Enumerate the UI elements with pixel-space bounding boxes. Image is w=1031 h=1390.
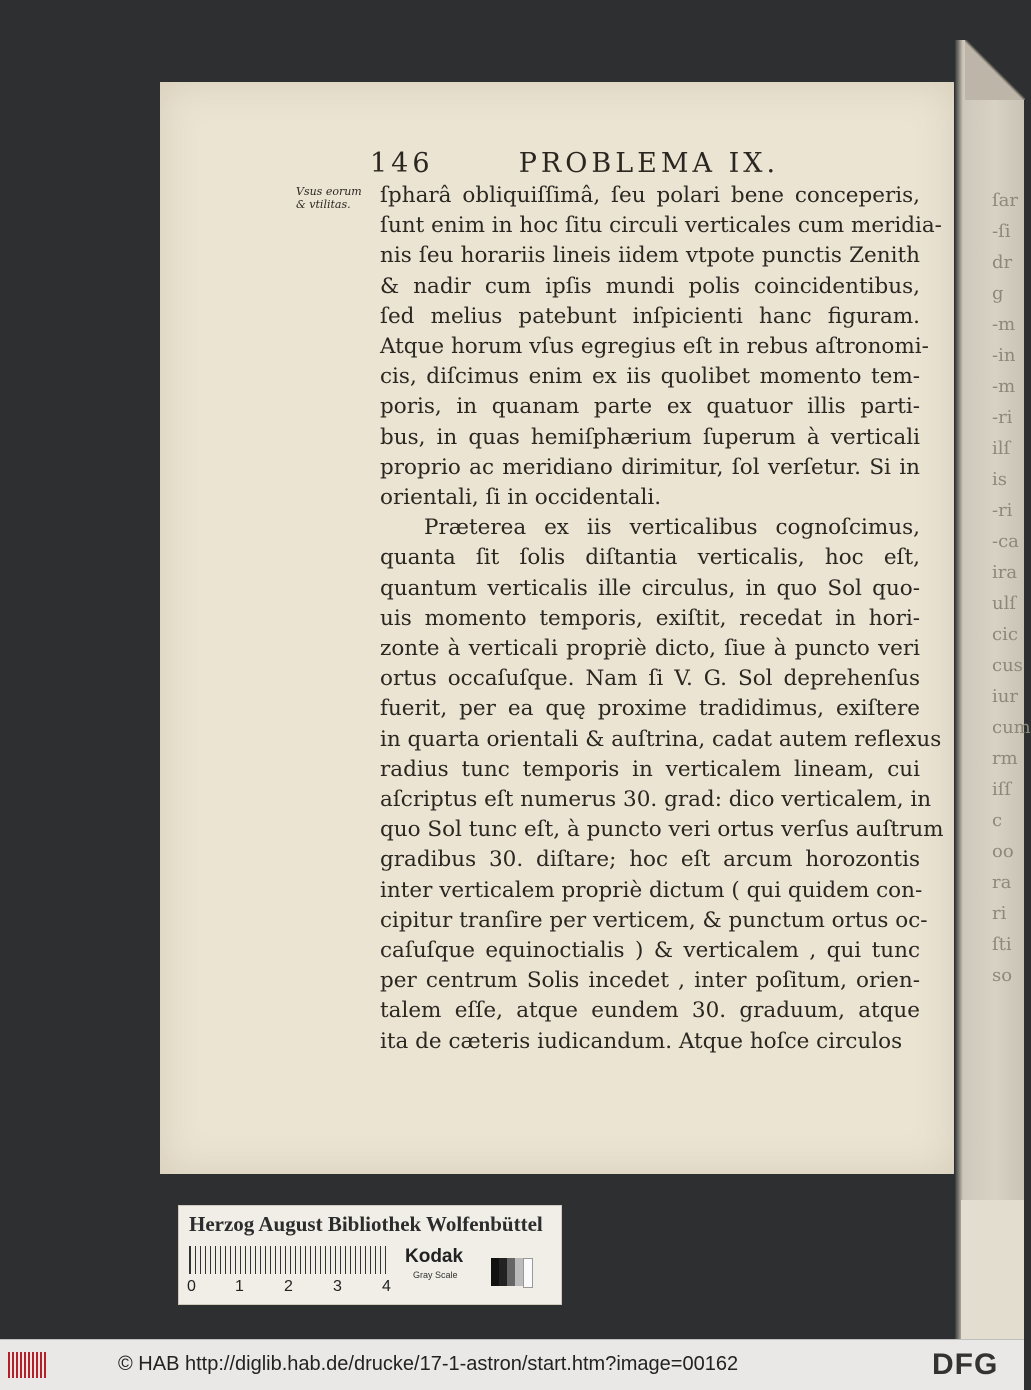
- next-page-fragment: cum: [992, 717, 1031, 738]
- text-line: in quarta orientali & auſtrina, cadat autem reflexus: [380, 726, 942, 752]
- hab-barcode-logo: [8, 1352, 48, 1378]
- next-page-fragment: ſar: [992, 190, 1018, 211]
- next-page-fragment: c: [992, 810, 1003, 831]
- text-line: proprio ac meridiano dirimitur, ſol verſetur. Si in: [380, 454, 920, 480]
- text-line: cipitur tranſire per verticem, & punctum ortus oc-: [380, 907, 928, 933]
- next-page-fragment: cic: [992, 624, 1018, 645]
- text-line: gradibus 30. diſtare; hoc eſt arcum horozontis: [380, 847, 920, 873]
- text-line: fuerit, per ea quę proxime tradidimus, exiſtere: [380, 696, 920, 722]
- ruler-number: 1: [235, 1278, 244, 1295]
- gray-swatch-dark: [499, 1258, 507, 1286]
- text-line: inter verticalem propriè dictum ( qui quidem con-: [380, 877, 923, 903]
- text-line: Præterea ex iis verticalibus cognoſcimus,: [424, 515, 920, 541]
- next-page-fragment: cus: [992, 655, 1023, 676]
- text-line: ſpharâ obliquiſſimâ, ſeu polari bene conceperis,: [380, 183, 920, 208]
- next-page-fragment: -m: [992, 376, 1016, 397]
- body-text: [380, 181, 944, 1057]
- text-line: ortus occaſuſque. Nam ſi V. G. Sol deprehenſus: [380, 666, 920, 692]
- text-line: poris, in quanam parte ex quatuor illis parti-: [380, 394, 920, 420]
- next-page-fragment: g: [992, 283, 1004, 304]
- text-line: quantum verticalis ille circulus, in quo Sol quo-: [380, 575, 920, 601]
- text-line: nis ſeu horariis lineis iidem vtpote punctis Zenith: [380, 243, 920, 269]
- next-page-fragment: -ri: [992, 407, 1013, 428]
- next-page-lower-sheet: [961, 1200, 1024, 1340]
- next-page-fragment: dr: [992, 252, 1013, 273]
- text-line: cis, diſcimus enim ex iis quolibet momento tem-: [380, 364, 920, 390]
- next-page-fragment: ſti: [992, 934, 1012, 955]
- next-page-fragment: rm: [992, 748, 1018, 769]
- marginal-note-line: & vtilitas.: [296, 198, 351, 211]
- dfg-logo: DFG: [932, 1348, 999, 1381]
- gray-swatch-mid: [507, 1258, 515, 1286]
- next-page-fragment: is: [992, 469, 1007, 490]
- next-page-fragment: ulſ: [992, 593, 1017, 614]
- ruler-scale: [189, 1246, 390, 1274]
- text-line: caſuſque equinoctialis ) & verticalem , qui tunc: [380, 938, 920, 964]
- next-page-fragment: ira: [992, 562, 1018, 583]
- text-line: aſcriptus eſt numerus 30. grad: dico verticalem, in: [380, 787, 932, 813]
- next-page-fragment: iur: [992, 686, 1018, 707]
- text-line: zonte à verticali propriè dicto, ſiue à puncto veri: [380, 636, 920, 662]
- ruler-number: 4: [382, 1278, 391, 1295]
- next-page-fragment: ilſ: [992, 438, 1011, 459]
- next-page-fragment: -m: [992, 314, 1016, 335]
- next-page-fragment: -ca: [992, 531, 1019, 552]
- next-page-fragment: so: [992, 965, 1013, 986]
- text-line: ſed melius patebunt inſpicienti hanc figuram.: [380, 303, 920, 329]
- kodak-logo: Kodak: [405, 1246, 464, 1267]
- text-line: per centrum Solis incedet , inter poſitum, orien-: [380, 968, 920, 994]
- gray-swatch-white: [523, 1258, 533, 1288]
- next-page-fragment: ra: [992, 872, 1012, 893]
- text-line: ita de cæteris iudicandum. Atque hoſce circulos: [380, 1028, 903, 1054]
- text-line: quanta ſit ſolis diſtantia verticalis, hoc eſt,: [380, 545, 920, 571]
- page-header: [370, 148, 779, 179]
- ruler-number: 2: [284, 1278, 293, 1295]
- running-title: PROBLEMA IX.: [518, 148, 780, 179]
- marginal-note: [296, 185, 376, 211]
- text-line: ſunt enim in hoc ſitu circuli verticales cum meridia-: [380, 213, 942, 239]
- library-color-chart: [178, 1205, 562, 1305]
- viewer-footer: [0, 1339, 1024, 1390]
- text-line: & nadir cum ipſis mundi polis coincidentibus,: [380, 273, 920, 299]
- page-number: 146: [370, 148, 434, 179]
- next-page-fragment: iſſ: [992, 779, 1012, 800]
- text-line: orientali, ſi in occidentali.: [380, 485, 662, 511]
- text-line: talem eſſe, atque eundem 30. graduum, atque: [380, 998, 920, 1024]
- text-line: uis momento temporis, exiſtit, recedat in hori-: [380, 605, 920, 631]
- page-corner-fold: [965, 40, 1025, 100]
- copyright-link[interactable]: © HAB http://diglib.hab.de/drucke/17-1-astron/start.htm?image=00162: [118, 1353, 739, 1375]
- text-line: bus, in quas hemiſphærium ſuperum à verticali: [380, 424, 920, 450]
- text-line: radius tunc temporis in verticalem lineam, cui: [380, 756, 920, 782]
- next-page-fragment: -in: [992, 345, 1016, 366]
- ruler-number: 0: [187, 1278, 196, 1295]
- gray-swatch-light: [515, 1258, 523, 1286]
- text-line: quo Sol tunc eſt, à puncto veri ortus verſus auſtrum: [380, 817, 944, 843]
- next-page-fragment: ri: [992, 903, 1007, 924]
- next-page-fragment: oo: [992, 841, 1014, 862]
- library-name: Herzog August Bibliothek Wolfenbüttel: [189, 1212, 543, 1236]
- ruler-number: 3: [333, 1278, 342, 1295]
- next-page-fragment: -ſi: [992, 221, 1011, 242]
- marginal-note-line: Vsus eorum: [296, 185, 362, 198]
- gray-scale-caption: Gray Scale: [413, 1270, 458, 1280]
- book-page: [160, 82, 954, 1174]
- next-page-fragment: -ri: [992, 500, 1013, 521]
- text-line: Atque horum vſus egregius eſt in rebus aſtronomi-: [380, 334, 929, 360]
- gray-swatch-black: [491, 1258, 499, 1286]
